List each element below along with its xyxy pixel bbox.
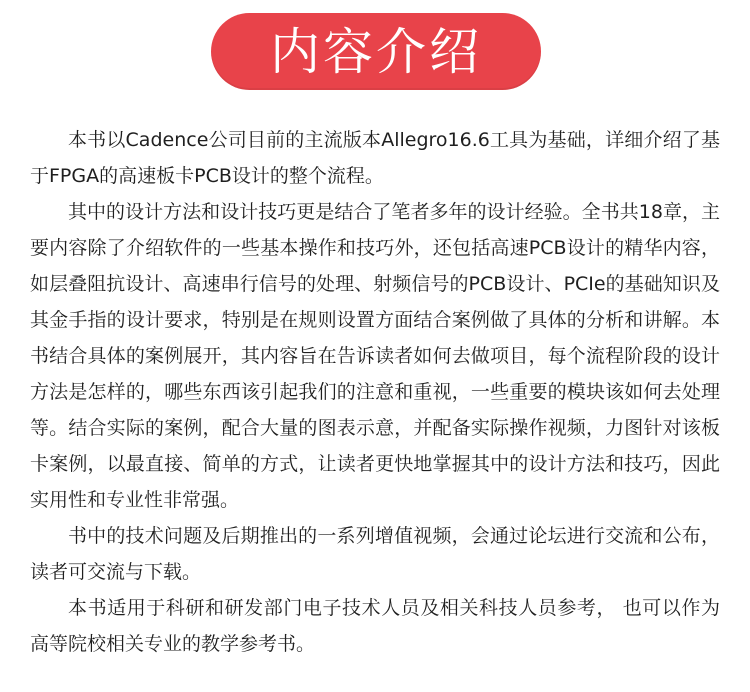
paragraph-intro: 本书以Cadence公司目前的主流版本Allegro16.6工具为基础，详细介绍了基于FPGA的高速板卡PCB设计的整个流程。 [30,129,720,187]
content-body [30,122,720,662]
paragraph-main: 其中的设计方法和设计技巧更是结合了笔者多年的设计经验。全书共18章，主要内容除了介绍软件的一些基本操作和技巧外，还包括高速PCB设计的精华内容，如层叠阻抗设计、高速串行信号的处理、射频信号的PCB设计、PCIe的基础知识及其金手指的设计要求，特别是在规则设置方面结合案例做了具体的分析和讲解。本书结合具体的案例展开，其内容旨在告诉读者如何去做项目，每个流程阶段的设计方法是怎样的，哪些东西该引起我们的注意和重视，一些重要的模块该如何去处理等。结合实际的案例，配合大量的图表示意，并配备实际操作视频，力图针对该板卡案例，以最直接、简单的方式，让读者更快地掌握其中的设计方法和技巧，因此实用性和专业性非常强。 [30,201,720,511]
header [0,0,750,100]
paragraph-videos: 书中的技术问题及后期推出的一系列增值视频，会通过论坛进行交流和公布，读者可交流与下载。 [30,525,720,583]
paragraph-audience: 本书适用于科研和研发部门电子技术人员及相关科技人员参考， 也可以作为高等院校相关专业的教学参考书。 [30,597,720,655]
page-title: 内容介绍 [270,22,482,81]
title-banner [211,13,541,90]
